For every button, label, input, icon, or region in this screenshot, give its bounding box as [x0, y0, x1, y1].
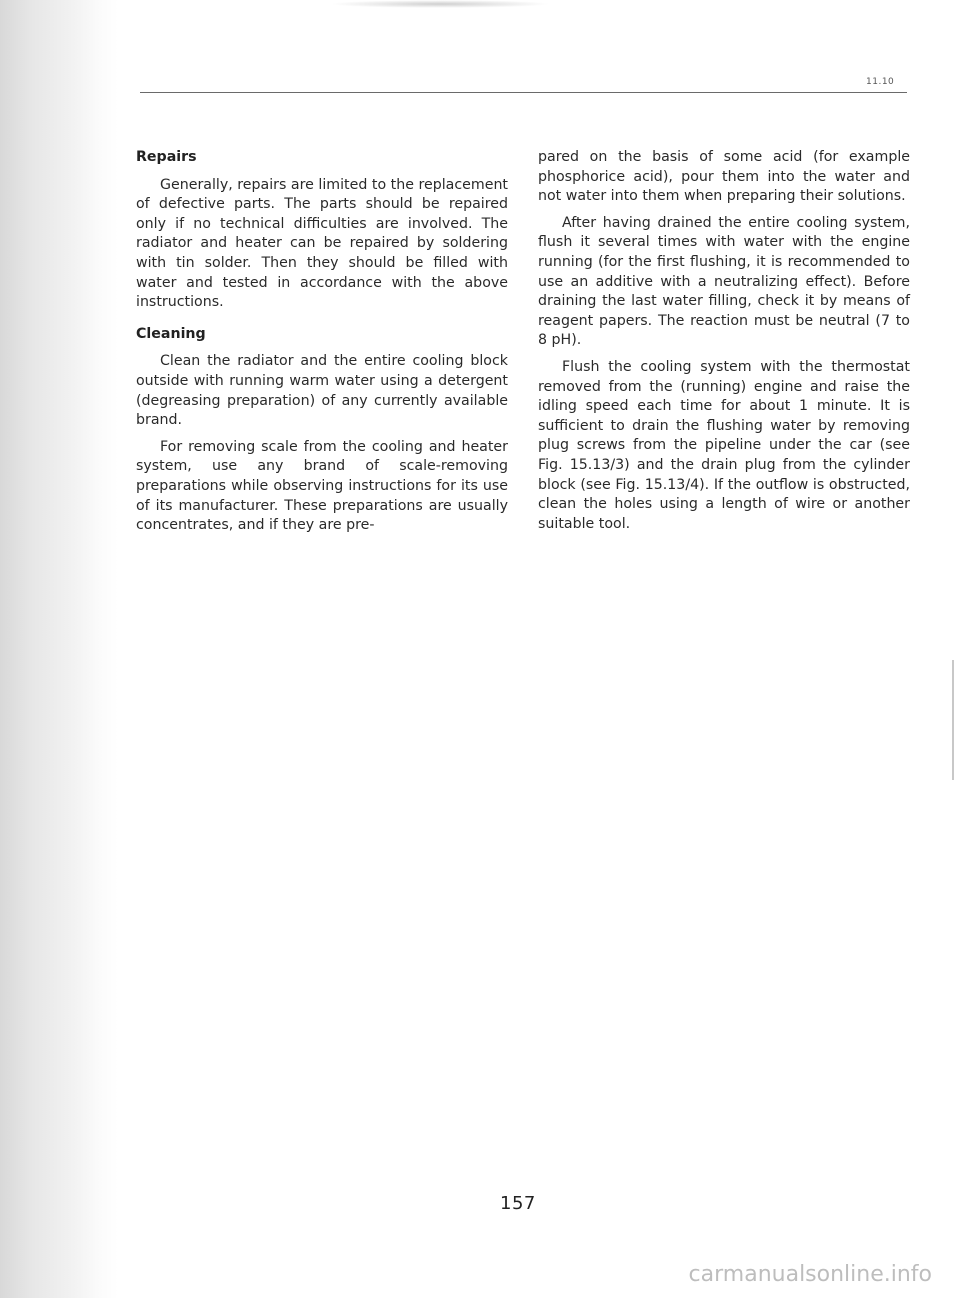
- page-number: 157: [500, 1193, 536, 1214]
- section-number: 11.10: [866, 77, 895, 87]
- repairs-paragraph: Generally, repairs are limited to the replacement of defective parts. The parts should be repaired only if no technical difficulties are involved. The radiator and heater can be repaired by soldering with tin solder. Then they should be filled with water and tested in accordance with the above instructions.: [136, 176, 508, 311]
- left-column: [136, 148, 508, 543]
- flushing-paragraph: After having drained the entire cooling system, flush it several times with water with the engine running (for the first flushing, it is recommended to use an additive with a neutralizing effect). Before draining the last water filling, check it by means of reagent papers. The reaction must be neutral (7 to 8 pH).: [538, 214, 910, 349]
- right-column: [538, 148, 910, 541]
- header-rule: [140, 92, 907, 93]
- cleaning-paragraph-2: For removing scale from the cooling and heater system, use any brand of scale-removing preparations while observing instructions for its use of its manufacturer. These preparations are usually concentrates, and if they are pre-: [136, 438, 508, 534]
- page-binding-shadow: [0, 0, 118, 1298]
- cleaning-heading: Cleaning: [136, 325, 206, 342]
- scan-edge-mark: [952, 660, 954, 780]
- thermostat-paragraph: Flush the cooling system with the thermostat removed from the (running) engine and raise the idling speed each time for about 1 minute. It is sufficient to drain the flushing water by removing plug screws from the pipeline under the car (see Fig. 15.13/3) and the drain plug from the cylinder block (see Fig. 15.13/4). If the outflow is obstructed, clean the holes using a length of wire or another suitable tool.: [538, 358, 910, 532]
- watermark: carmanualsonline.info: [688, 1262, 932, 1287]
- repairs-heading: Repairs: [136, 149, 197, 165]
- continuation-paragraph: pared on the basis of some acid (for example phosphorice acid), pour them into the water and not water into them when preparing their solutions.: [538, 149, 910, 205]
- cleaning-paragraph-1: Clean the radiator and the entire cooling block outside with running warm water using a detergent (degreasing preparation) of any currently available brand.: [136, 353, 508, 429]
- scan-smudge: [330, 0, 550, 8]
